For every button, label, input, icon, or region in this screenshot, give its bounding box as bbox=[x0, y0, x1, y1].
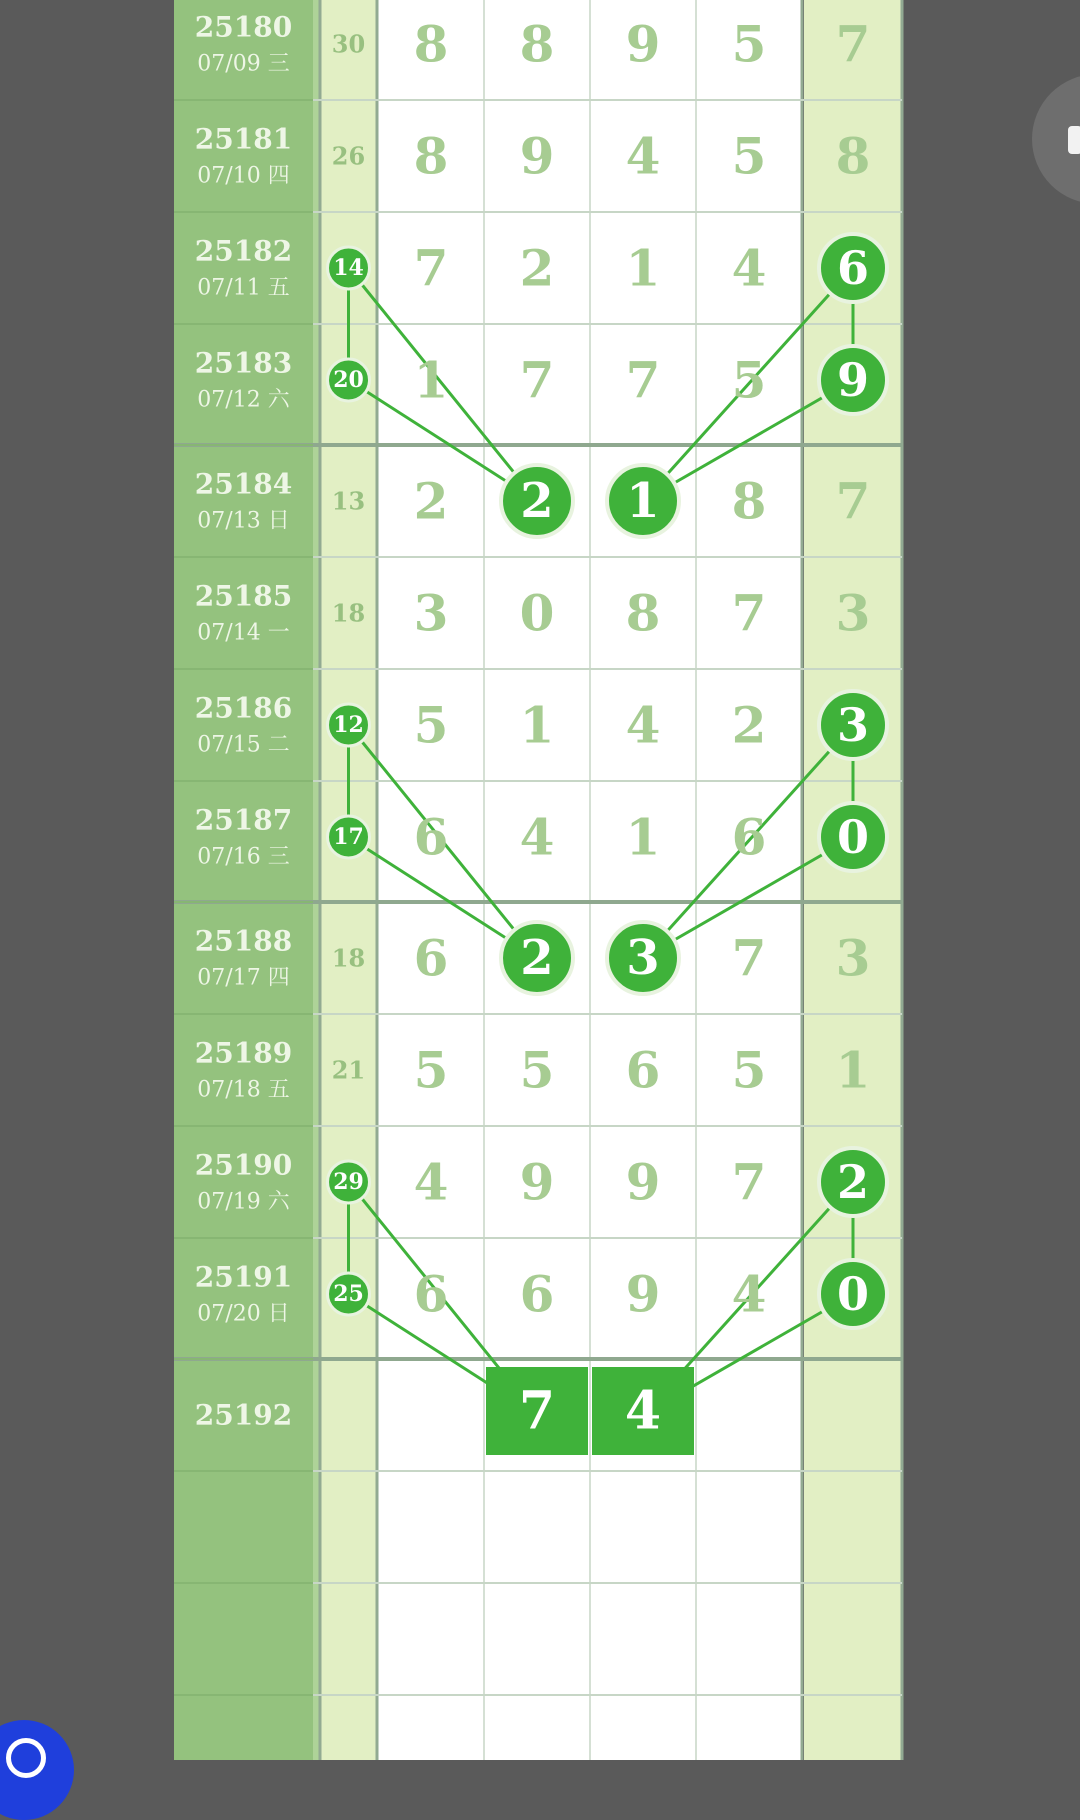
digit-value: 4 bbox=[731, 238, 767, 298]
digit-value: 3 bbox=[413, 583, 449, 643]
digit-value: 2 bbox=[520, 930, 554, 986]
digit-value: 6 bbox=[731, 807, 767, 867]
tail-value: 7 bbox=[835, 14, 871, 74]
digit-value: 2 bbox=[413, 471, 449, 531]
digit-value: 5 bbox=[413, 695, 449, 755]
sum-value: 18 bbox=[331, 943, 366, 973]
sum-value: 20 bbox=[333, 367, 364, 393]
issue-date: 07/16 三 bbox=[197, 844, 290, 870]
tail-value: 3 bbox=[835, 928, 871, 988]
digit-value: 8 bbox=[413, 14, 449, 74]
prediction-digit: 7 bbox=[518, 1380, 556, 1442]
assist-icon bbox=[6, 1738, 46, 1778]
digit-value: 5 bbox=[731, 14, 767, 74]
digit-value: 5 bbox=[731, 350, 767, 410]
digit-value: 3 bbox=[626, 930, 660, 986]
issue-number: 25180 bbox=[194, 10, 293, 44]
digit-value: 8 bbox=[625, 583, 661, 643]
digit-value: 1 bbox=[413, 350, 449, 410]
tail-value: 0 bbox=[836, 810, 870, 864]
digit-value: 2 bbox=[520, 473, 554, 529]
issue-number: 25189 bbox=[194, 1036, 293, 1070]
issue-number: 25181 bbox=[194, 122, 293, 156]
digit-value: 7 bbox=[731, 928, 767, 988]
issue-date: 07/11 五 bbox=[197, 275, 290, 301]
tail-value: 7 bbox=[835, 471, 871, 531]
issue-date: 07/20 日 bbox=[197, 1301, 290, 1327]
digit-value: 6 bbox=[413, 928, 449, 988]
digit-value: 2 bbox=[519, 238, 555, 298]
tail-value: 9 bbox=[836, 353, 870, 407]
digit-value: 9 bbox=[625, 14, 661, 74]
issue-date: 07/12 六 bbox=[197, 387, 290, 413]
sum-value: 13 bbox=[331, 486, 366, 516]
digit-value: 5 bbox=[519, 1040, 555, 1100]
digit-value: 8 bbox=[413, 126, 449, 186]
tail-value: 1 bbox=[835, 1040, 871, 1100]
issue-number: 25185 bbox=[194, 579, 293, 613]
digit-value: 0 bbox=[519, 583, 555, 643]
sum-value: 26 bbox=[331, 141, 366, 171]
issue-number: 25188 bbox=[194, 924, 293, 958]
digit-value: 6 bbox=[413, 807, 449, 867]
digit-value: 4 bbox=[413, 1152, 449, 1212]
issue-date: 07/19 六 bbox=[197, 1189, 290, 1215]
issue-date: 07/14 一 bbox=[197, 620, 290, 646]
digit-value: 9 bbox=[625, 1152, 661, 1212]
issue-number: 25186 bbox=[194, 691, 293, 725]
sum-value: 18 bbox=[331, 598, 366, 628]
digit-value: 1 bbox=[519, 695, 555, 755]
tail-value: 3 bbox=[835, 583, 871, 643]
sum-value: 25 bbox=[333, 1281, 364, 1307]
issue-number: 25190 bbox=[194, 1148, 293, 1182]
issue-number: 25183 bbox=[194, 346, 293, 380]
digit-value: 7 bbox=[625, 350, 661, 410]
digit-value: 6 bbox=[625, 1040, 661, 1100]
digit-value: 7 bbox=[731, 1152, 767, 1212]
digit-value: 9 bbox=[625, 1264, 661, 1324]
digit-value: 8 bbox=[519, 14, 555, 74]
digit-value: 4 bbox=[731, 1264, 767, 1324]
digit-value: 1 bbox=[625, 807, 661, 867]
sum-value: 14 bbox=[333, 255, 364, 281]
digit-value: 5 bbox=[413, 1040, 449, 1100]
tail-value: 8 bbox=[835, 126, 871, 186]
sum-value: 30 bbox=[331, 29, 366, 59]
digit-value: 9 bbox=[519, 1152, 555, 1212]
issue-date: 07/10 四 bbox=[197, 163, 290, 189]
tail-value: 0 bbox=[836, 1267, 870, 1321]
tail-value: 3 bbox=[836, 698, 870, 752]
prediction-digit: 4 bbox=[624, 1380, 662, 1442]
sum-value: 12 bbox=[333, 712, 364, 738]
digit-value: 4 bbox=[519, 807, 555, 867]
issue-number: 25187 bbox=[194, 803, 293, 837]
sum-value: 21 bbox=[331, 1055, 366, 1085]
digit-value: 6 bbox=[519, 1264, 555, 1324]
digit-value: 4 bbox=[625, 126, 661, 186]
digit-value: 1 bbox=[625, 238, 661, 298]
digit-value: 9 bbox=[519, 126, 555, 186]
digit-value: 5 bbox=[731, 1040, 767, 1100]
digit-value: 1 bbox=[626, 473, 660, 529]
digit-value: 7 bbox=[519, 350, 555, 410]
digit-value: 2 bbox=[731, 695, 767, 755]
digit-value: 7 bbox=[413, 238, 449, 298]
issue-number: 25184 bbox=[194, 467, 293, 501]
tail-value: 6 bbox=[836, 241, 870, 295]
digit-value: 6 bbox=[413, 1264, 449, 1324]
digit-value: 4 bbox=[625, 695, 661, 755]
issue-number: 25191 bbox=[194, 1260, 293, 1294]
issue-date: 07/15 二 bbox=[197, 732, 290, 758]
issue-date: 07/18 五 bbox=[197, 1077, 290, 1103]
issue-number: 25182 bbox=[194, 234, 293, 268]
issue-date: 07/17 四 bbox=[197, 965, 290, 991]
digit-value: 7 bbox=[731, 583, 767, 643]
menu-handle-icon bbox=[1068, 126, 1080, 154]
issue-number: 25192 bbox=[194, 1398, 293, 1432]
sum-value: 17 bbox=[333, 824, 364, 850]
issue-date: 07/09 三 bbox=[197, 51, 290, 77]
digit-value: 8 bbox=[731, 471, 767, 531]
sum-value: 29 bbox=[333, 1169, 364, 1195]
tail-value: 2 bbox=[836, 1155, 870, 1209]
issue-date: 07/13 日 bbox=[197, 508, 290, 534]
digit-value: 5 bbox=[731, 126, 767, 186]
